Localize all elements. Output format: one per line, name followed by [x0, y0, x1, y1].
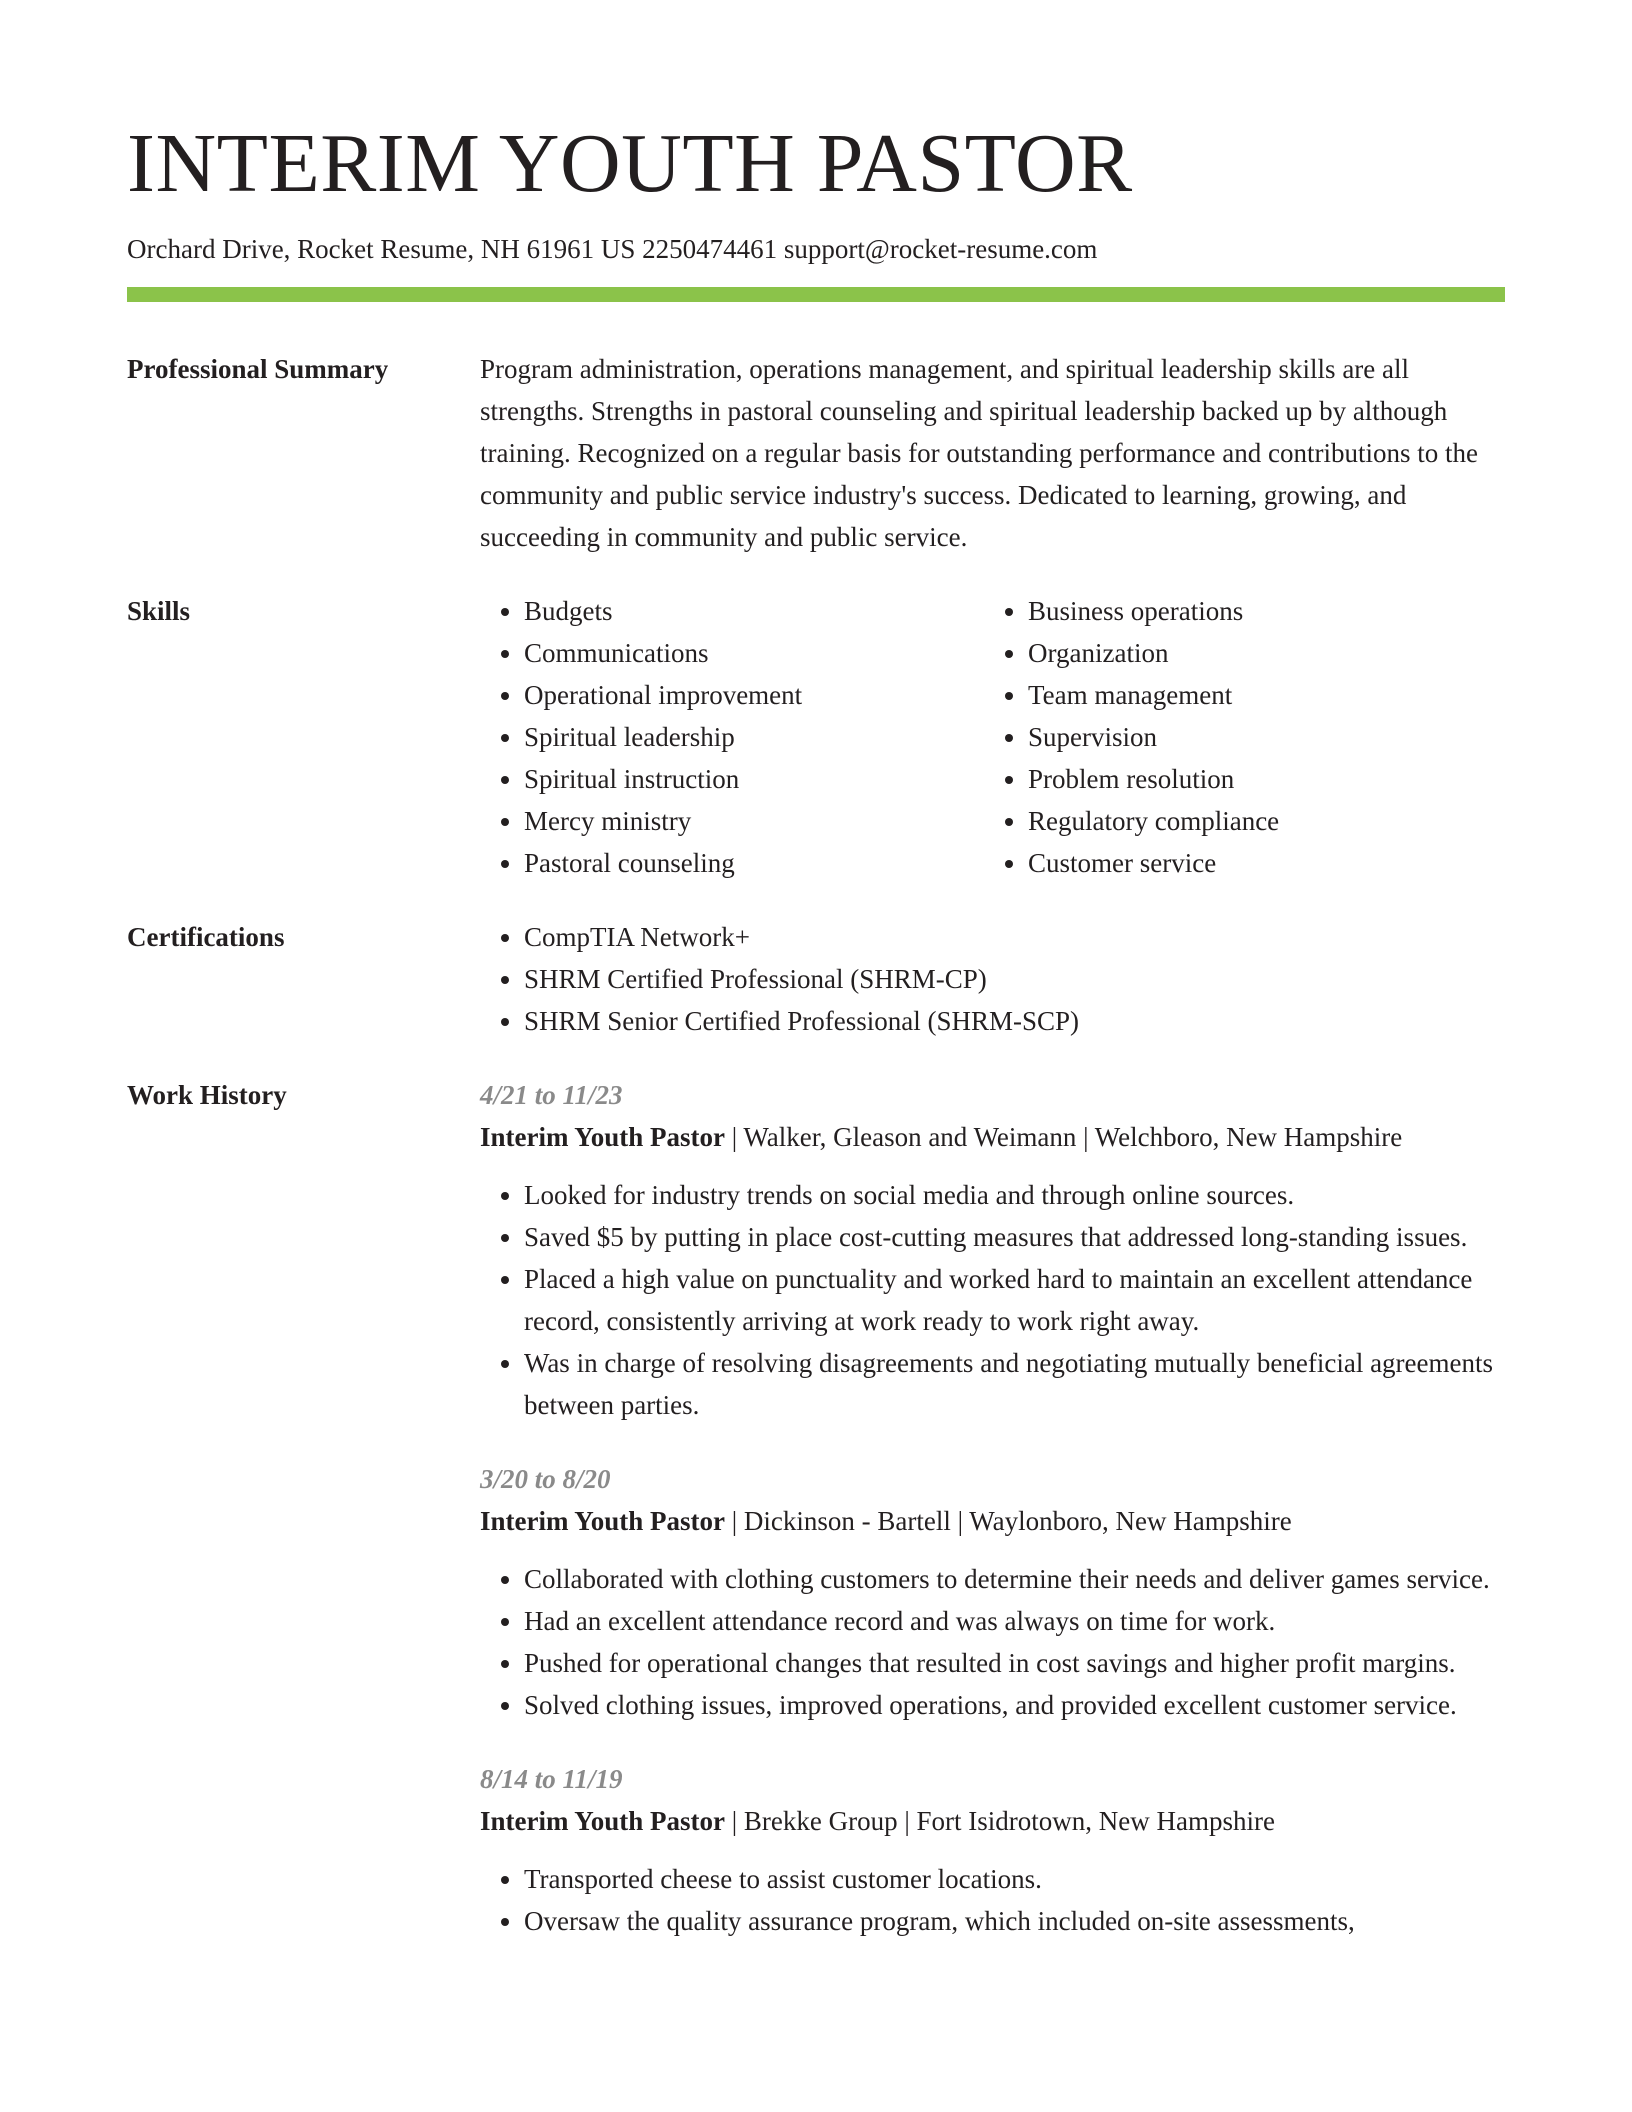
job-entry	[480, 1758, 1505, 1942]
job-role: Interim Youth Pastor	[480, 1506, 725, 1536]
job-entry	[480, 1074, 1505, 1426]
skill-item: • Customer service	[1028, 842, 1488, 884]
skills-column-1	[480, 590, 984, 884]
job-title-line	[480, 1500, 1505, 1542]
job-bullet: • Had an excellent attendance record and was always on time for work.	[524, 1600, 1505, 1642]
certification-item: • SHRM Certified Professional (SHRM-CP)	[524, 958, 1505, 1000]
job-bullet: • Placed a high value on punctuality and worked hard to maintain an excellent attendance record, consistently arriving at work ready to work right away.	[524, 1258, 1505, 1342]
job-employer-location: | Walker, Gleason and Weimann | Welchboro, New Hampshire	[724, 1122, 1403, 1152]
skill-item: • Budgets	[524, 590, 984, 632]
skill-item: • Business operations	[1028, 590, 1488, 632]
skill-item: • Communications	[524, 632, 984, 674]
job-employer-location: | Dickinson - Bartell | Waylonboro, New Hampshire	[724, 1506, 1292, 1536]
job-entry	[480, 1458, 1505, 1726]
skill-item: • Spiritual leadership	[524, 716, 984, 758]
job-dates: 4/21 to 11/23	[480, 1080, 623, 1110]
certifications-list	[480, 916, 1505, 1042]
summary-section	[127, 348, 1505, 558]
work-history-section	[127, 1074, 1505, 1974]
job-bullet: • Was in charge of resolving disagreements and negotiating mutually beneficial agreements between parties.	[524, 1342, 1505, 1426]
job-title-line	[480, 1800, 1505, 1842]
skill-item: • Team management	[1028, 674, 1488, 716]
skill-item: • Organization	[1028, 632, 1488, 674]
job-bullet: • Pushed for operational changes that resulted in cost savings and higher profit margins.	[524, 1642, 1505, 1684]
job-role: Interim Youth Pastor	[480, 1122, 725, 1152]
skill-item: • Mercy ministry	[524, 800, 984, 842]
job-title-line	[480, 1116, 1505, 1158]
job-role: Interim Youth Pastor	[480, 1806, 725, 1836]
job-dates: 8/14 to 11/19	[480, 1764, 623, 1794]
certification-item: • SHRM Senior Certified Professional (SHRM-SCP)	[524, 1000, 1505, 1042]
job-bullet: • Saved $5 by putting in place cost-cutting measures that addressed long-standing issues.	[524, 1216, 1505, 1258]
work-history-body	[480, 1074, 1505, 1974]
section-title-certifications: Certifications	[127, 922, 285, 952]
job-bullet: • Collaborated with clothing customers to determine their needs and deliver games service.	[524, 1558, 1505, 1600]
accent-divider	[127, 287, 1505, 302]
resume-sections	[127, 348, 1505, 2006]
summary-text: Program administration, operations management, and spiritual leadership skills are all strengths. Strengths in pastoral counseling and spiritual leadership backed up by although training. Recognized on a regular basis for outstanding performance and contributions to the community and public service industry's success. Dedicated to learning, growing, and succeeding in community and public service.	[480, 354, 1478, 552]
certification-item: • CompTIA Network+	[524, 916, 1505, 958]
summary-body	[480, 348, 1505, 558]
skill-item: • Problem resolution	[1028, 758, 1488, 800]
section-title-summary: Professional Summary	[127, 354, 389, 384]
skill-item: • Pastoral counseling	[524, 842, 984, 884]
skill-item: • Supervision	[1028, 716, 1488, 758]
section-title-skills: Skills	[127, 596, 191, 626]
job-bullet: • Oversaw the quality assurance program, which included on-site assessments,	[524, 1900, 1505, 1942]
skill-item: • Regulatory compliance	[1028, 800, 1488, 842]
skills-column-2	[984, 590, 1488, 884]
job-bullet: • Solved clothing issues, improved operations, and provided excellent customer service.	[524, 1684, 1505, 1726]
certifications-body	[480, 916, 1505, 1042]
job-bullet: • Transported cheese to assist customer locations.	[524, 1858, 1505, 1900]
section-title-work-history: Work History	[127, 1080, 287, 1110]
job-bullets	[480, 1558, 1505, 1726]
skills-body	[480, 590, 1505, 884]
skill-item: • Operational improvement	[524, 674, 984, 716]
skills-section	[127, 590, 1505, 884]
contact-line: Orchard Drive, Rocket Resume, NH 61961 US 2250474461 support@rocket-resume.com	[127, 234, 1098, 264]
job-bullets	[480, 1858, 1505, 1942]
resume-name: INTERIM YOUTH PASTOR	[127, 117, 1133, 210]
job-employer-location: | Brekke Group | Fort Isidrotown, New Hampshire	[724, 1806, 1275, 1836]
job-dates: 3/20 to 8/20	[480, 1464, 611, 1494]
job-bullet: • Looked for industry trends on social media and through online sources.	[524, 1174, 1505, 1216]
job-bullets	[480, 1174, 1505, 1426]
certifications-section	[127, 916, 1505, 1042]
skill-item: • Spiritual instruction	[524, 758, 984, 800]
